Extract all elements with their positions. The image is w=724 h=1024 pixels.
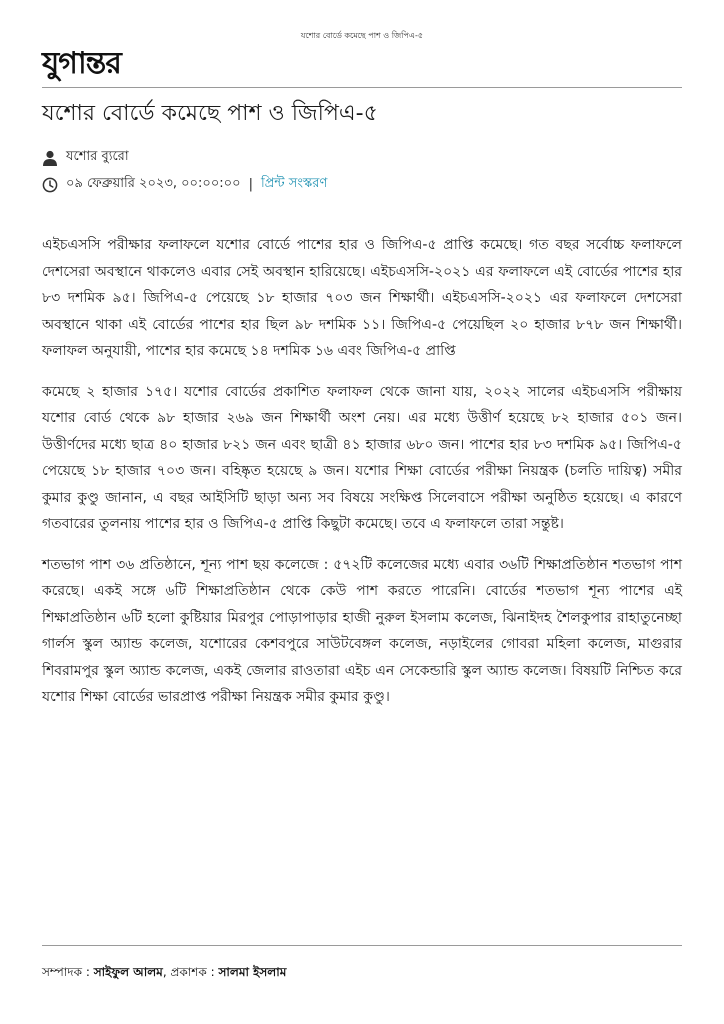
publisher-name: সালমা ইসলাম (218, 965, 287, 979)
article-body (42, 232, 682, 725)
footer-divider (42, 945, 682, 946)
footer-credits (42, 964, 286, 984)
print-edition-link[interactable]: প্রিন্ট সংস্করণ (260, 176, 328, 191)
meta-separator: | (248, 177, 253, 192)
publisher-label: , প্রকাশক : (162, 965, 219, 979)
header-divider (42, 87, 682, 88)
editor-label: সম্পাদক : (42, 965, 94, 979)
article-paragraph: শতভাগ পাশ ৩৬ প্রতিষ্ঠানে, শূন্য পাশ ছয় কলেজে : ৫৭২টি কলেজের মধ্যে এবার ৩৬টি শিক্ষাপ্রতিষ্ঠান শতভাগ পাশ করেছে। একই সঙ্গে ৬টি শিক্ষাপ্রতিষ্ঠান থেকে কেউ পাশ করতে পারেনি। বোর্ডের শতভাগ শূন্য পাশের এই শিক্ষাপ্রতিষ্ঠান ৬টি হলো কুষ্টিয়ার মিরপুর পোড়াপাড়ার হাজী নুরুল ইসলাম কলেজ, ঝিনাইদহ শৈলকুপার রাহাতুনেচ্ছা গার্লস স্কুল অ্যান্ড কলেজ, যশোরের কেশবপুরে সাউটবেঙ্গল কলেজ, নড়াইলের গোবরা মহিলা কলেজ, মাগুরার শিবরামপুর স্কুল অ্যান্ড কলেজ, একই জেলার রাওতারা এইচ এন সেকেন্ডারি স্কুল অ্যান্ড কলেজ। বিষয়টি নিশ্চিত করে যশোর শিক্ষা বোর্ডের ভারপ্রাপ্ত পরীক্ষা নিয়ন্ত্রক সমীর কুমার কুণ্ডু। (42, 556, 682, 705)
article-headline: যশোর বোর্ডে কমেছে পাশ ও জিপিএ-৫ (42, 101, 378, 126)
editor-name: সাইফুল আলম (93, 965, 163, 979)
date-row (42, 174, 327, 195)
user-icon (42, 150, 58, 166)
article-paragraph: কমেছে ২ হাজার ১৭৫। যশোর বোর্ডের প্রকাশিত ফলাফল থেকে জানা যায়, ২০২২ সালের এইচএসসি পরীক্ষায় যশোর বোর্ড থেকে ৯৮ হাজার ২৬৯ জন শিক্ষার্থী অংশ নেয়। এর মধ্যে উত্তীর্ণ হয়েছে ৮২ হাজার ৫০১ জন। উত্তীর্ণদের মধ্যে ছাত্র ৪০ হাজার ৮২১ জন এবং ছাত্রী ৪১ হাজার ৬৮০ জন। পাশের হার ৮৩ দশমিক ৯৫। জিপিএ-৫ পেয়েছে ১৮ হাজার ৭০৩ জন। বহিষ্কৃত হয়েছে ৯ জন। যশোর শিক্ষা বোর্ডের পরীক্ষা নিয়ন্ত্রক (চলতি দায়িত্ব) সমীর কুমার কুণ্ডু জানান, এ বছর আইসিটি ছাড়া অন্য সব বিষয়ে সংক্ষিপ্ত সিলেবাসে পরীক্ষা অনুষ্ঠিত হয়েছে। এ কারণে গতবারের তুলনায় পাশের হার ও জিপিএ-৫ প্রাপ্তি কিছুটা কমেছে। তবে এ ফলাফলে তারা সন্তুষ্ট। (42, 383, 682, 532)
print-header-title: যশোর বোর্ডে কমেছে পাশ ও জিপিএ-৫ (300, 31, 424, 40)
article-paragraph: এইচএসসি পরীক্ষার ফলাফলে যশোর বোর্ডে পাশের হার ও জিপিএ-৫ প্রাপ্তি কমেছে। গত বছর সর্বোচ্চ ফলাফলে দেশসেরা অবস্থানে থাকলেও এবার সেই অবস্থান হারিয়েছে। এইচএসসি-২০২১ এর ফলাফলে এই বোর্ডের পাশের হার ৮৩ দশমিক ৯৫। জিপিএ-৫ পেয়েছে ১৮ হাজার ৭০৩ জন শিক্ষার্থী। এইচএসসি-২০২১ এর ফলাফলে দেশসেরা অবস্থানে থাকা এই বোর্ডের পাশের হার ছিল ৯৮ দশমিক ১১। জিপিএ-৫ পেয়েছিল ২০ হাজার ৮৭৮ জন শিক্ষার্থী। ফলাফল অনুযায়ী, পাশের হার কমেছে ১৪ দশমিক ১৬ এবং জিপিএ-৫ প্রাপ্তি (42, 237, 682, 359)
author-row (42, 147, 129, 168)
publish-datetime: ০৯ ফেব্রুয়ারি ২০২৩, ০০:০০:০০ (66, 176, 241, 191)
clock-icon (42, 177, 58, 193)
newspaper-logo[interactable]: যুগান্তর (42, 46, 121, 81)
author-name: যশোর ব্যুরো (66, 149, 129, 164)
